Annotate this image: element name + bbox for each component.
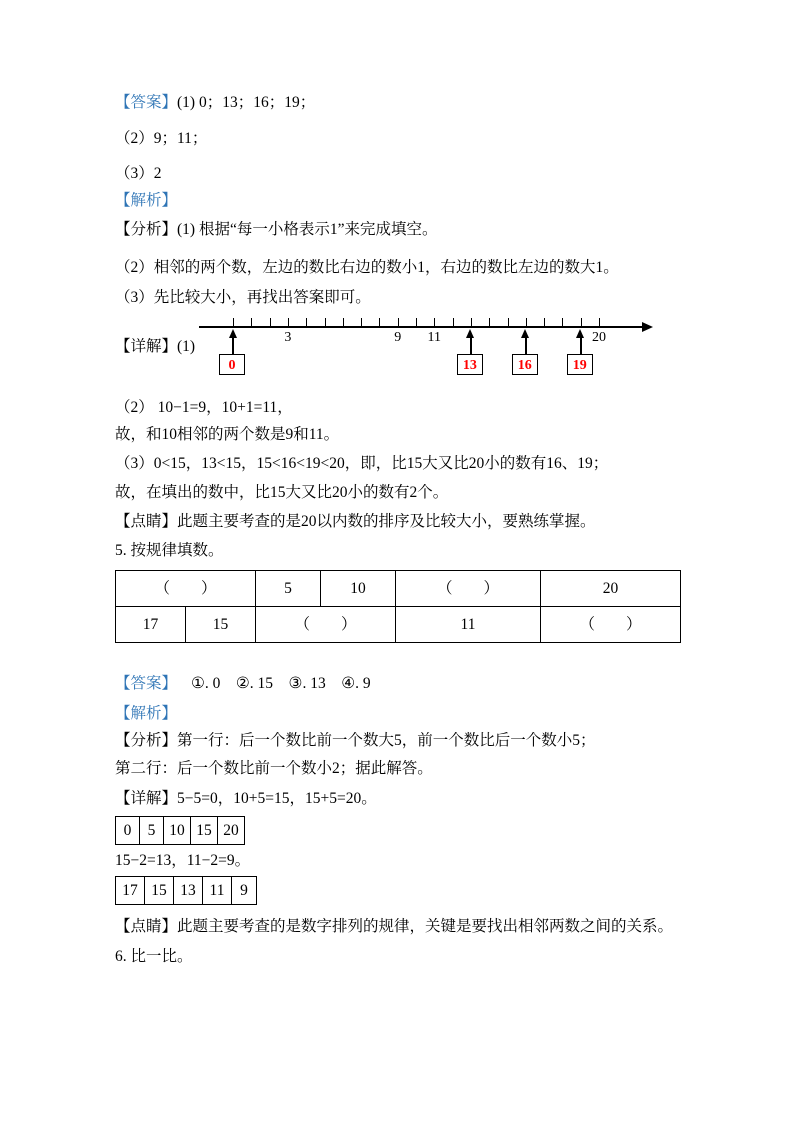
paragraph-xiangjie4-line3: [115, 424, 680, 446]
seq2-cell-3: 13: [174, 877, 203, 905]
q5-cell-r1c1: （ ）: [116, 571, 256, 607]
xiangjie4-line5-text: 故，在填出的数中，比15大又比20小的数有2个。: [115, 484, 449, 501]
paragraph-dianjing5: [115, 916, 680, 938]
q5-cell-r2c5: （ ）: [541, 607, 681, 643]
numberline-tick: [508, 318, 509, 327]
question5-title: [115, 540, 680, 562]
paragraph-answer4-line1: [115, 92, 680, 114]
numberline-tick: [379, 318, 380, 327]
numberline-tick-label: 9: [394, 330, 402, 345]
paragraph-answer4-line3: [115, 163, 680, 185]
numberline-tick: [233, 318, 234, 327]
xiangjie4-line4-text: （3）0<15，13<15，15<16<19<20，即，比15大又比20小的数有16、19；: [115, 455, 609, 472]
fenxi5-label: 【分析】: [115, 732, 178, 749]
xiangjie5-line2-text: 15−2=13，11−2=9。: [115, 852, 251, 869]
q5-cell-r1c2: 5: [256, 571, 321, 607]
fenxi5-line2-text: 第二行：后一个数比前一个数小2；据此解答。: [115, 760, 433, 777]
xiangjie4-line3-text: 故，和10相邻的两个数是9和11。: [115, 426, 340, 443]
question6-title: [115, 946, 680, 968]
answer4-line2-text: （2）9；11；: [115, 130, 208, 147]
numberline-tick: [453, 318, 454, 327]
fenxi4-line2-text: （2）相邻的两个数，左边的数比右边的数小1，右边的数比左边的数大1。: [115, 259, 619, 276]
numberline-tick: [288, 318, 289, 327]
numberline-answer-box: 0: [219, 354, 245, 375]
q5-cell-r2c1: 17: [116, 607, 186, 643]
sequence-table-1-row: [116, 817, 245, 845]
paragraph-fenxi4-line3: [115, 287, 680, 309]
numberline-answer-arrow-stem: [232, 337, 234, 354]
fenxi4-label: 【分析】: [115, 221, 178, 238]
xiangjie4-line2-text: （2） 10−1=9，10+1=11，: [115, 399, 293, 416]
numberline-tick-label: 20: [592, 330, 606, 345]
q5-cell-r1c4: （ ）: [396, 571, 541, 607]
q5-cell-r1c5: 20: [541, 571, 681, 607]
question5-title-text: 5. 按规律填数。: [115, 542, 224, 559]
paragraph-answer5: [115, 673, 680, 695]
numberline-axis-arrowhead: [642, 322, 653, 332]
jiexi4-label: 【解析】: [115, 192, 178, 209]
dianjing4-text: 此题主要考查的是20以内数的排序及比较大小，要熟练掌握。: [177, 513, 596, 530]
paragraph-fenxi5-line2: [115, 758, 680, 780]
numberline-tick: [434, 318, 435, 327]
q5-cell-r2c4: 11: [396, 607, 541, 643]
q5-pattern-table: [115, 570, 681, 643]
paragraph-xiangjie5: [115, 788, 680, 810]
numberline-tick: [526, 318, 527, 327]
q5-cell-r1c3: 10: [321, 571, 396, 607]
seq1-cell-2: 5: [140, 817, 164, 845]
numberline-tick: [562, 318, 563, 327]
numberline-tick: [599, 318, 600, 327]
q5-cell-r2c3: （ ）: [256, 607, 396, 643]
paragraph-jiexi4: [115, 190, 680, 212]
fenxi4-line3-text: （3）先比较大小，再找出答案即可。: [115, 289, 371, 306]
numberline-tick: [398, 318, 399, 327]
paragraph-xiangjie4-line5: [115, 482, 680, 504]
numberline-tick: [544, 318, 545, 327]
numberline-tick: [251, 318, 252, 327]
paragraph-fenxi4-line1: [115, 219, 680, 241]
paragraph-fenxi5-line1: [115, 730, 680, 752]
jiexi5-label: 【解析】: [115, 705, 178, 722]
numberline-answer-box: 13: [457, 354, 483, 375]
numberline-answer-box: 19: [567, 354, 593, 375]
numberline-answer-arrow-stem: [525, 337, 527, 354]
paragraph-xiangjie5-line2: [115, 850, 680, 872]
numberline-tick: [489, 318, 490, 327]
dianjing5-text: 此题主要考查的是数字排列的规律，关键是要找出相邻两数之间的关系。: [177, 918, 674, 935]
numberline-answer-box: 16: [512, 354, 538, 375]
numberline-tick: [325, 318, 326, 327]
numberline-tick: [471, 318, 472, 327]
numberline-tick-label: 11: [427, 330, 442, 345]
seq1-cell-5: 20: [218, 817, 245, 845]
seq1-cell-4: 15: [191, 817, 218, 845]
q5-table-row-1: [116, 571, 681, 607]
paragraph-fenxi4-line2: [115, 257, 680, 279]
paragraph-xiangjie4-line4: [115, 453, 680, 475]
xiangjie5-label: 【详解】: [115, 790, 178, 807]
answer5-items: ①. 0 ②. 15 ③. 13 ④. 9: [191, 675, 371, 692]
seq2-cell-5: 9: [232, 877, 257, 905]
numberline-tick: [581, 318, 582, 327]
sequence-table-2-row: [116, 877, 257, 905]
paragraph-dianjing4: [115, 511, 680, 533]
answer4-line1-text: (1) 0；13；16；19；: [177, 94, 316, 111]
q5-table-row-2: [116, 607, 681, 643]
numberline-tick-label: 3: [284, 330, 292, 345]
dianjing4-label: 【点睛】: [115, 513, 178, 530]
answer4-label: 【答案】: [115, 94, 178, 111]
seq1-cell-3: 10: [164, 817, 191, 845]
paragraph-xiangjie4-line2: [115, 397, 680, 419]
numberline-tick: [306, 318, 307, 327]
numberline-answer-arrow-stem: [580, 337, 582, 354]
sequence-table-2: [115, 876, 257, 905]
paragraph-jiexi5: [115, 703, 680, 725]
seq1-cell-1: 0: [116, 817, 140, 845]
seq2-cell-2: 15: [145, 877, 174, 905]
numberline-axis: [199, 326, 643, 328]
seq2-cell-1: 17: [116, 877, 145, 905]
answer4-line3-text: （3）2: [115, 165, 162, 182]
fenxi5-line1-text: 第一行：后一个数比前一个数大5，前一个数比后一个数小5；: [177, 732, 596, 749]
sequence-table-1: [115, 816, 245, 845]
fenxi4-line1-text: (1) 根据“每一小格表示1”来完成填空。: [177, 221, 438, 238]
numberline-tick: [416, 318, 417, 327]
seq2-cell-4: 11: [203, 877, 232, 905]
numberline-tick: [361, 318, 362, 327]
numberline-tick: [343, 318, 344, 327]
numberline-tick: [270, 318, 271, 327]
xiangjie4-label: 【详解】(1): [115, 338, 196, 355]
paragraph-answer4-line2: [115, 128, 680, 150]
numberline-answer-arrow-stem: [470, 337, 472, 354]
xiangjie5-line1-text: 5−5=0，10+5=15，15+5=20。: [177, 790, 377, 807]
question6-title-text: 6. 比一比。: [115, 948, 193, 965]
q5-cell-r2c2: 15: [186, 607, 256, 643]
answer5-label: 【答案】: [115, 675, 178, 692]
numberline-diagram: [115, 310, 680, 390]
dianjing5-label: 【点睛】: [115, 918, 178, 935]
